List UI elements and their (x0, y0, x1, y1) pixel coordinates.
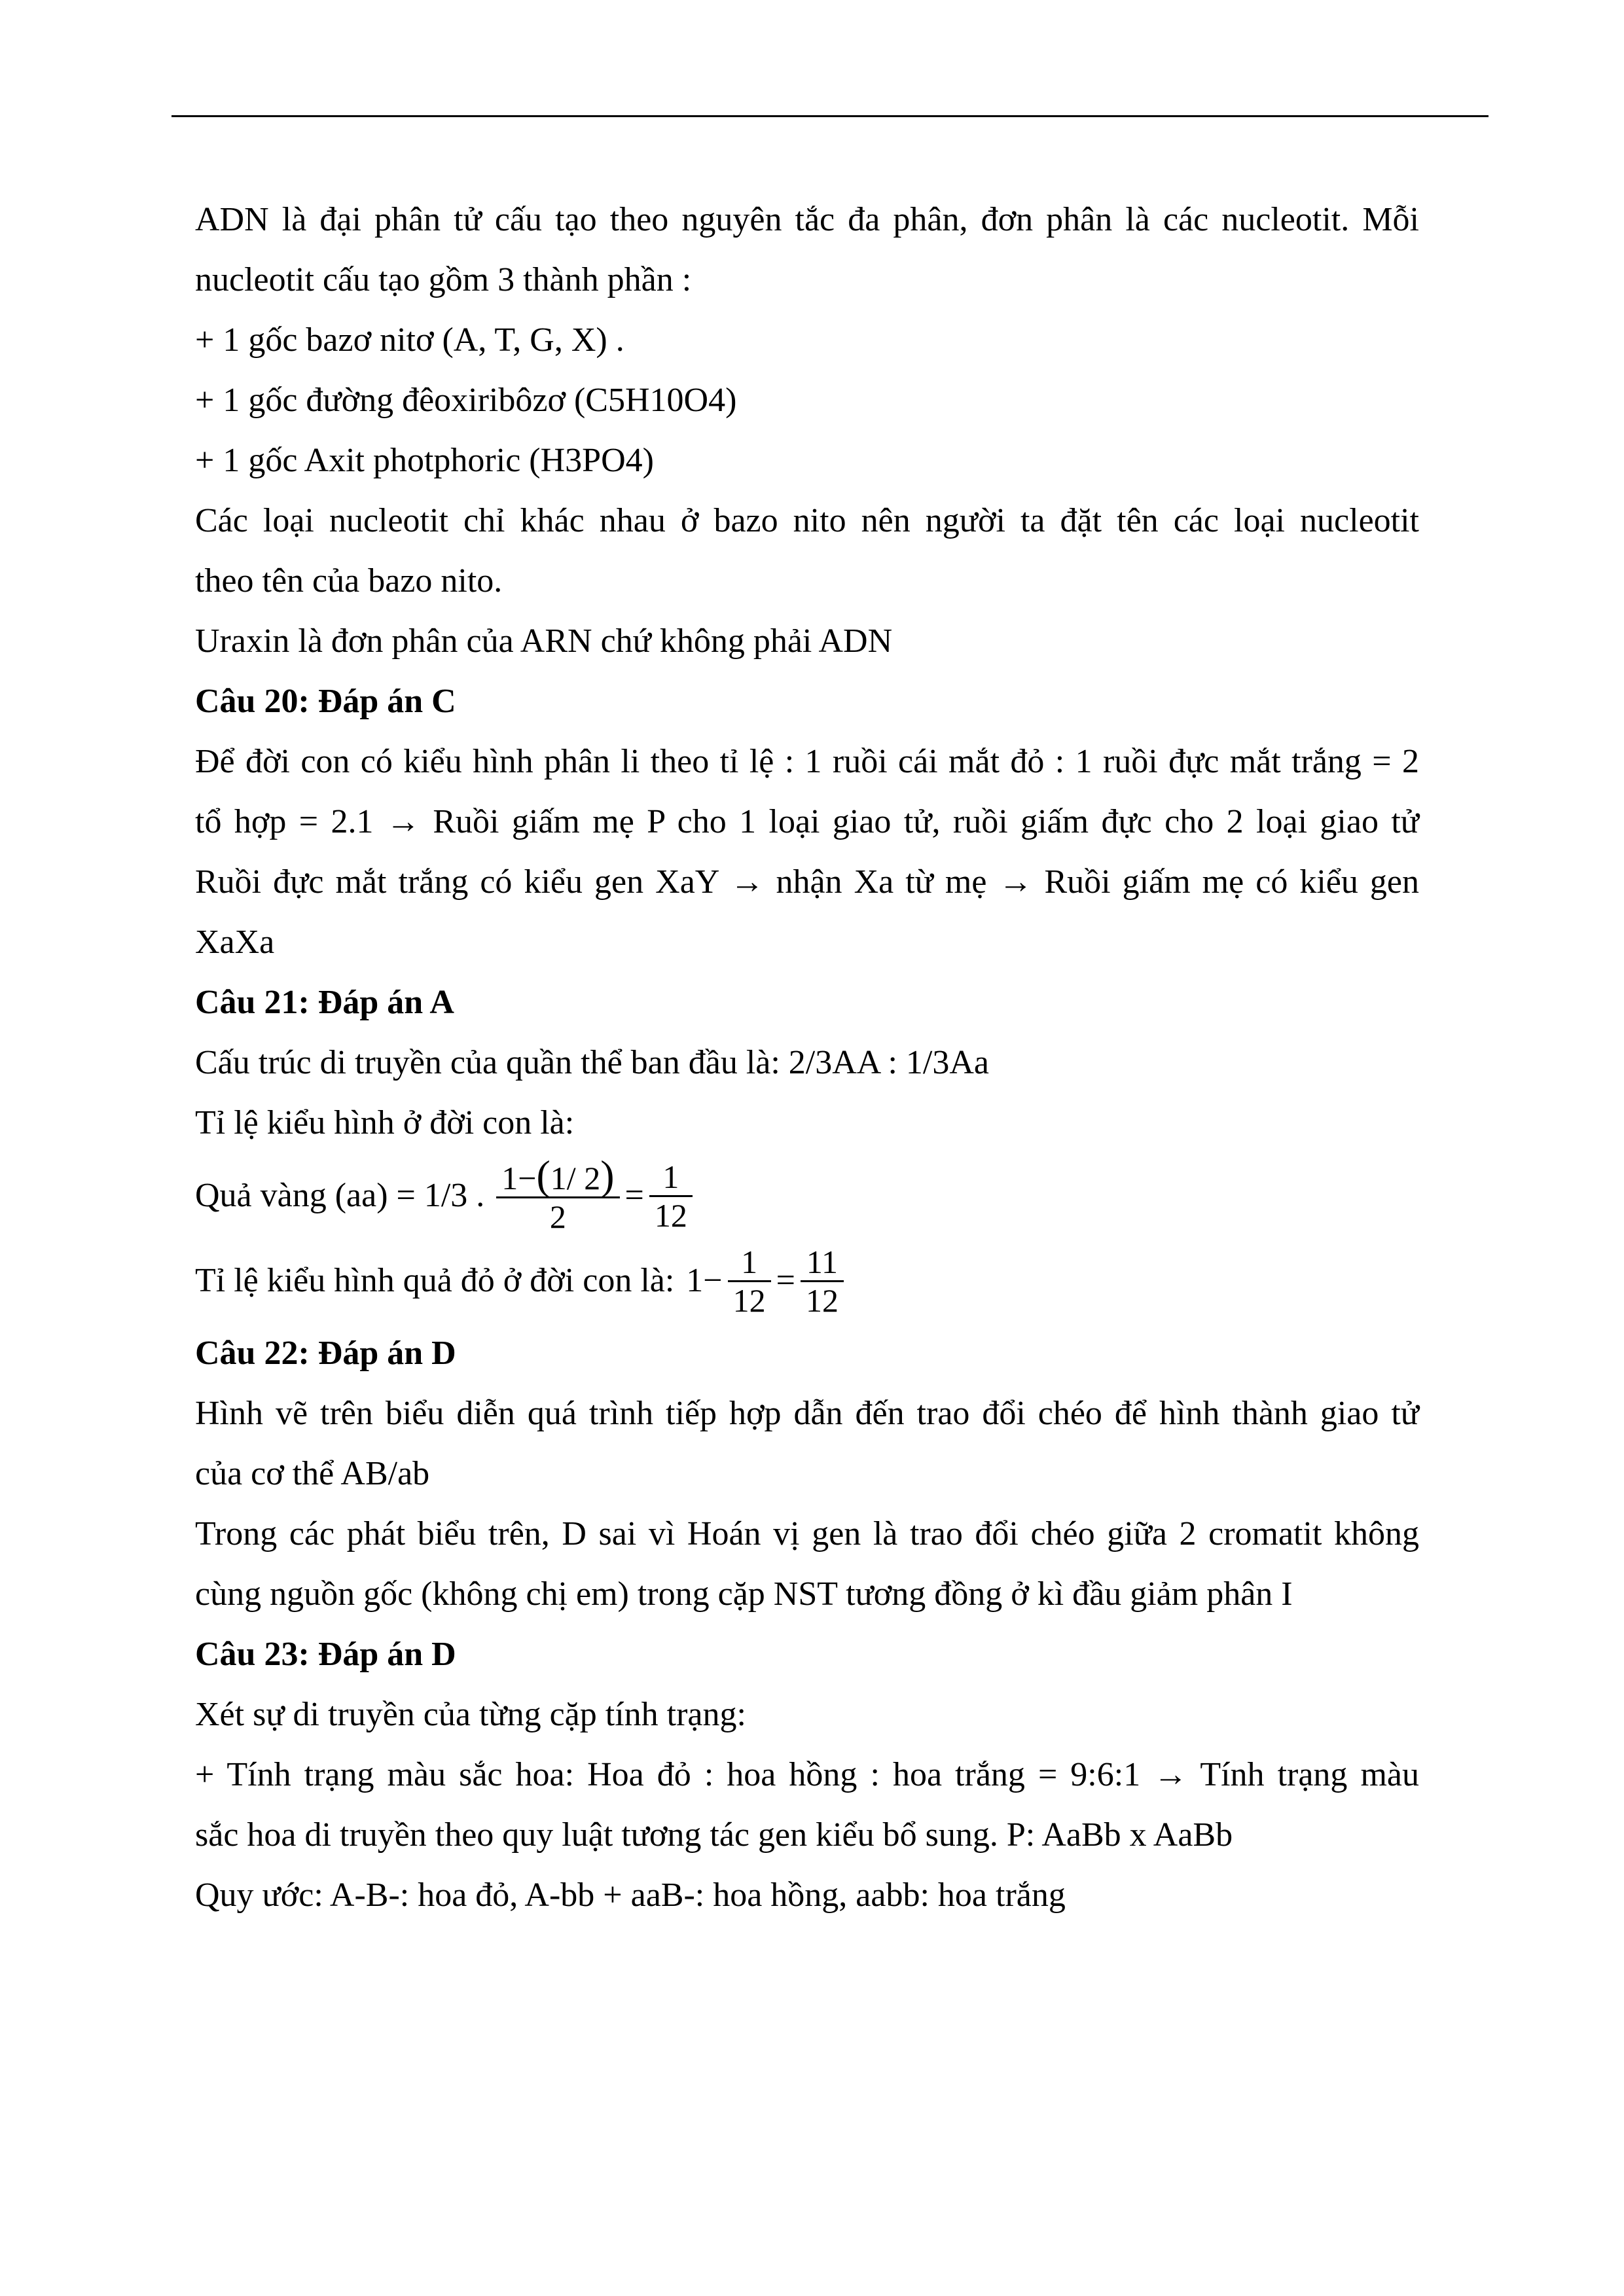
fraction-denominator: 12 (728, 1280, 771, 1319)
text-line: sắc hoa di truyền theo quy luật tương tác gen kiểu bổ sung. P: AaBb x AaBb (195, 1816, 1233, 1854)
text-line: nucleotit cấu tạo gồm 3 thành phần : (195, 261, 692, 298)
text-line: theo tên của bazo nito. (195, 562, 503, 600)
text-line: + 1 gốc bazơ nitơ (A, T, G, X) . (195, 321, 624, 359)
text-line: Quy ước: A-B-: hoa đỏ, A-bb + aaB-: hoa hồng, aabb: hoa trắng (195, 1876, 1066, 1914)
question-heading: Câu 21: Đáp án A (195, 984, 454, 1021)
equals-sign: = (624, 1177, 644, 1214)
text-line: Tỉ lệ kiểu hình ở đời con là: (195, 1104, 575, 1141)
fraction-denominator: 12 (649, 1195, 693, 1234)
fraction (728, 1244, 771, 1319)
fraction-numerator: 1 (662, 1158, 679, 1195)
question-heading: Câu 22: Đáp án D (195, 1335, 456, 1372)
text-line: Hình vẽ trên biểu diễn quá trình tiếp hợp dẫn đến trao đổi chéo để hình thành giao tử (195, 1395, 1419, 1432)
fraction-denominator: 2 (496, 1196, 619, 1235)
equation-prefix: Tỉ lệ kiểu hình quả đỏ ở đời con là: (195, 1262, 675, 1299)
question-heading: Câu 23: Đáp án D (195, 1636, 456, 1673)
text-line: Cấu trúc di truyền của quần thể ban đầu là: 2/3AA : 1/3Aa (195, 1044, 990, 1081)
text-line: cùng nguồn gốc (không chị em) trong cặp NST tương đồng ở kì đầu giảm phân I (195, 1575, 1293, 1613)
header-rule (171, 115, 1489, 117)
text-line: của cơ thể AB/ab (195, 1455, 430, 1492)
fraction (496, 1151, 619, 1235)
text-line: + 1 gốc đường đêoxiribôzơ (C5H10O4) (195, 382, 737, 419)
text-line: Xét sự di truyền của từng cặp tính trạng: (195, 1696, 746, 1733)
text-line: Ruồi đực mắt trắng có kiểu gen XaY → nhận Xa từ mẹ → Ruồi giấm mẹ có kiểu gen (195, 863, 1419, 901)
fraction-denominator: 12 (801, 1280, 844, 1319)
text-line: Để đời con có kiểu hình phân li theo tỉ lệ : 1 ruồi cái mắt đỏ : 1 ruồi đực mắt trắng = 2 (195, 743, 1419, 780)
equals-sign: = (776, 1262, 795, 1299)
fraction-numerator: 11 (806, 1243, 839, 1280)
text-line: Uraxin là đơn phân của ARN chứ không phải ADN (195, 622, 893, 660)
document-body (195, 190, 1419, 1926)
text-line: XaXa (195, 924, 275, 961)
text-line: Các loại nucleotit chỉ khác nhau ở bazo nito nên người ta đặt tên các loại nucleotit (195, 502, 1419, 539)
equation-prefix: Quả vàng (aa) = 1/3 . (195, 1177, 485, 1214)
text-line: ADN là đại phân tử cấu tạo theo nguyên tắc đa phân, đơn phân là các nucleotit. Mỗi (195, 201, 1419, 238)
fraction (801, 1244, 844, 1319)
fraction-numerator: 1−(1/ 2) (501, 1151, 615, 1198)
text-line: + Tính trạng màu sắc hoa: Hoa đỏ : hoa hồng : hoa trắng = 9:6:1 → Tính trạng màu (195, 1756, 1419, 1793)
fraction-numerator: 1 (741, 1243, 758, 1280)
text-line: Trong các phát biểu trên, D sai vì Hoán vị gen là trao đổi chéo giữa 2 cromatit không (195, 1515, 1419, 1552)
text-line: tổ hợp = 2.1 → Ruồi giấm mẹ P cho 1 loại giao tử, ruồi giấm đực cho 2 loại giao tử (195, 803, 1419, 840)
equation-yellow-fruit (195, 1153, 1419, 1238)
question-heading: Câu 20: Đáp án C (195, 683, 456, 720)
text-line: + 1 gốc Axit photphoric (H3PO4) (195, 442, 654, 479)
equation-red-fruit (195, 1238, 1419, 1323)
fraction (649, 1158, 693, 1234)
equation-term: 1− (686, 1262, 723, 1299)
